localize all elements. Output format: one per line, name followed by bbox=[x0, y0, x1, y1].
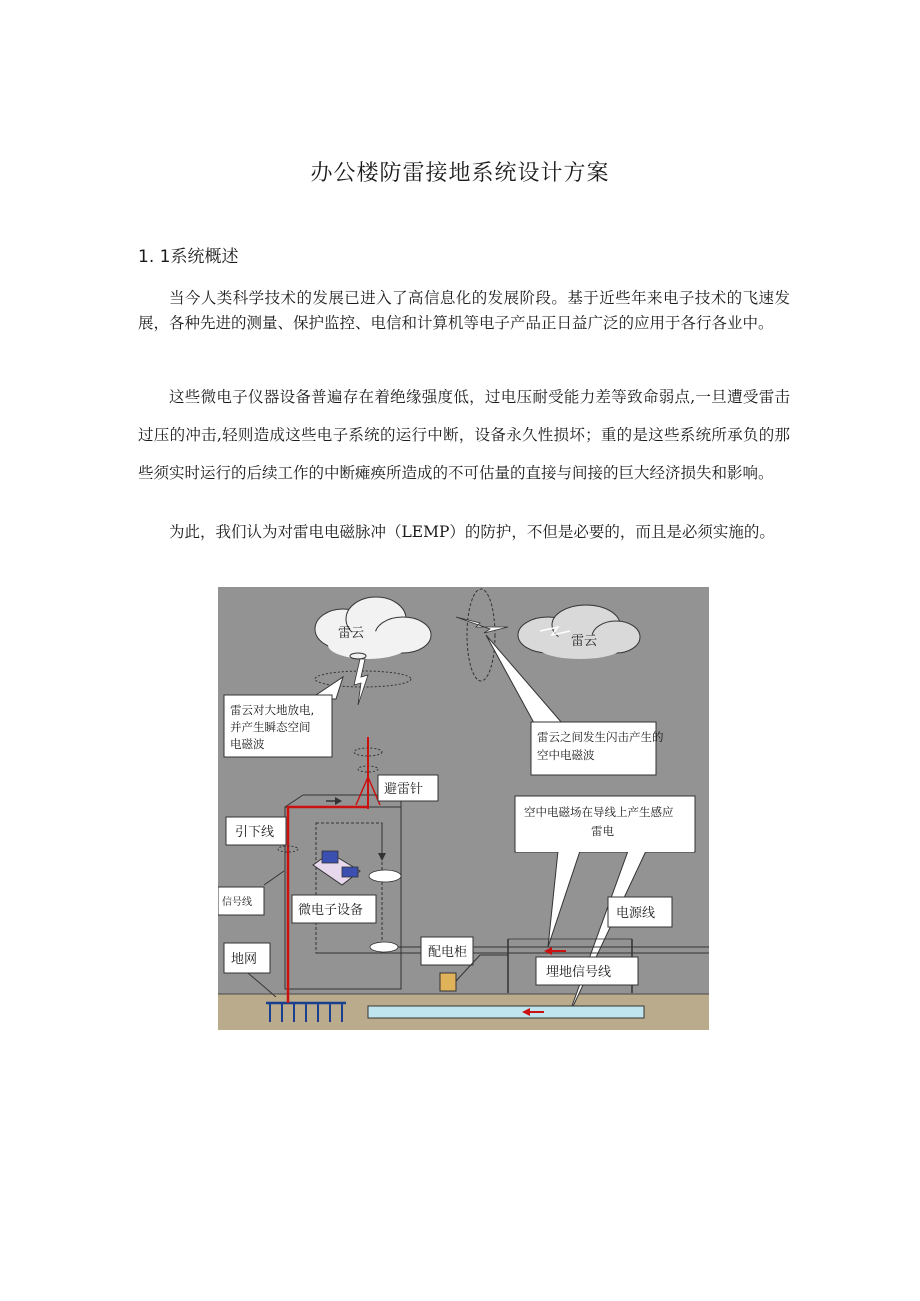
callout-induced-line-2: 雷电 bbox=[591, 824, 614, 838]
callout-ground-discharge-line-1: 雷云对大地放电, bbox=[230, 703, 315, 717]
buried-signal-line-label: 埋地信号线 bbox=[546, 965, 612, 980]
distribution-cabinet-icon bbox=[440, 973, 456, 991]
ground-grid-label: 地网 bbox=[231, 952, 258, 967]
paragraph-1: 当今人类科学技术的发展已进入了高信息化的发展阶段。基于近些年来电子技术的飞速发展，各种先进的测量、保护监控、电信和计算机等电子产品正日益广泛的应用于各行各业中。 bbox=[138, 289, 790, 332]
signal-line-label: 信号线 bbox=[222, 897, 252, 908]
distribution-cabinet-label: 配电柜 bbox=[428, 945, 468, 960]
cloud-right-label: 雷云 bbox=[571, 634, 598, 649]
lightning-rod-label: 避雷针 bbox=[384, 782, 424, 797]
micro-equipment-label: 微电子设备 bbox=[298, 903, 364, 918]
callout-ground-discharge-line-3: 电磁波 bbox=[230, 737, 265, 751]
callout-ground-discharge-line-2: 并产生瞬态空间 bbox=[230, 720, 311, 734]
page-title: 办公楼防雷接地系统设计方案 bbox=[310, 161, 610, 186]
power-line-label: 电源线 bbox=[616, 906, 656, 921]
callout-cloud-to-cloud-line-1: 雷云之间发生闪击产生的 bbox=[537, 730, 664, 744]
cloud-left-label: 雷云 bbox=[338, 626, 365, 641]
callout-induced-line-1: 空中电磁场在导线上产生感应 bbox=[524, 805, 674, 819]
paragraph-3: 为此，我们认为对雷电电磁脉冲（LEMP）的防护，不但是必要的，而且是必须实施的。 bbox=[169, 523, 775, 541]
paragraph-2: 这些微电子仪器设备普遍存在着绝缘强度低，过电压耐受能力差等致命弱点,一旦遭受雷击过压的冲击,轻则造成这些电子系统的运行中断，设备永久性损坏；重的是这些系统所承负的那些须实时运行的后续工作的中断瘫痪所造成的不可估量的直接与间接的巨大经济损失和影响。 bbox=[138, 388, 790, 482]
down-conductor-label: 引下线 bbox=[235, 825, 275, 840]
callout-cloud-to-cloud-line-2: 空中电磁波 bbox=[537, 748, 595, 762]
lightning-protection-diagram bbox=[218, 587, 709, 1030]
section-heading: 1. 1系统概述 bbox=[138, 247, 239, 267]
buried-signal-pipe bbox=[368, 1006, 644, 1018]
